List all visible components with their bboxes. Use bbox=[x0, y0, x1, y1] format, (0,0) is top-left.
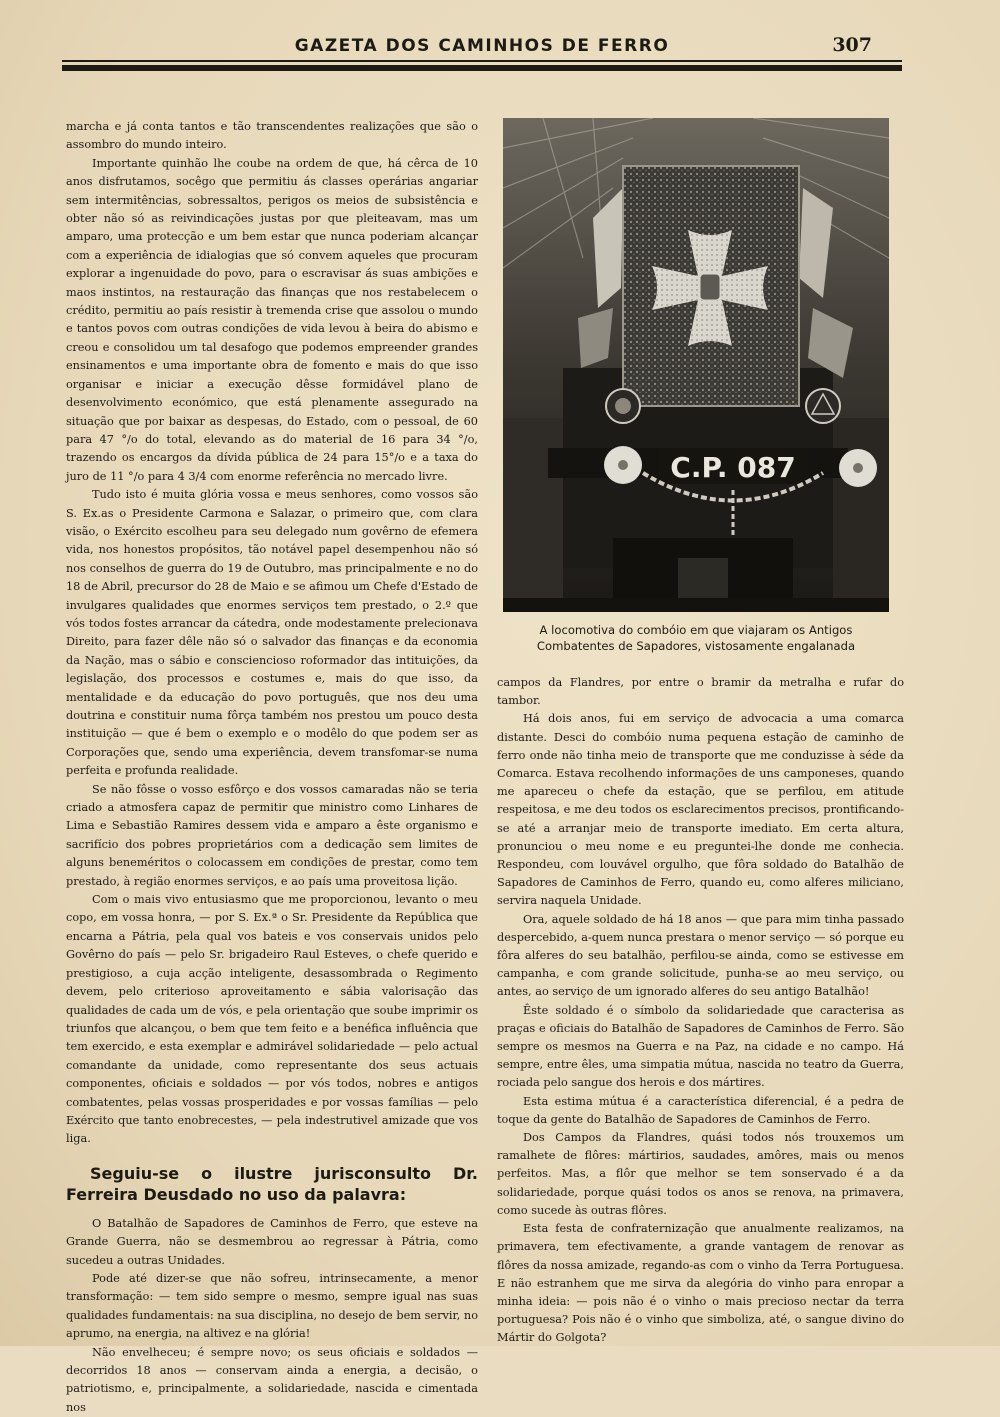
page-number: 307 bbox=[832, 34, 872, 56]
photo-caption: A locomotiva do combóio em que viajaram os Antigos Combatentes de Sapadores, vistosamente engalanada bbox=[536, 623, 856, 653]
section-subheading: Seguiu-se o ilustre jurisconsulto Dr. Ferreira Deusdado no uso da palavra: bbox=[66, 1163, 478, 1204]
number-plate: C.P. 087 bbox=[670, 451, 796, 484]
left-column bbox=[66, 118, 478, 1417]
paragraph: marcha e já conta tantos e tão transcendentes realizações que são o assombro do mundo inteiro. bbox=[66, 120, 478, 152]
header-rule-thin bbox=[62, 60, 902, 62]
paragraph: O Batalhão de Sapadores de Caminhos de Ferro, que esteve na Grande Guerra, não se desmembrou ao regressar à Pátria, como sucedeu a outras Unidades. bbox=[66, 1216, 478, 1267]
paragraph: Esta estima mútua é a característica diferencial, é a pedra de toque da gente do Batalhão de Sapadores de Caminhos de Ferro. bbox=[497, 1094, 904, 1126]
page-header bbox=[62, 34, 902, 58]
paragraph: Esta festa de confraternização que anualmente realizamos, na primavera, tem efectivamente, a grande vantagem de renovar as flôres da nossa amizade, regando-as com o vinho da Terra Portuguesa. E não estranhem que me sirva da alegória do vinho para enropar a minha ideia: — pois não é o vinho o mais precioso nectar da terra portuguesa? Pois não é o vinho que simboliza, até, o sangue divino do Mártir do Golgota? bbox=[497, 1222, 904, 1345]
paragraph: Êste soldado é o símbolo da solidariedade que caracterisa as praças e oficiais do Batalhão de Sapadores de Caminhos de Ferro. São sempre os mesmos na Guerra e na Paz, na cidade e no campo. Há sempre, entre êles, uma simpatia mútua, nascida no teatro da Guerra, rociada pelo sangue dos herois e dos mártires. bbox=[497, 1003, 904, 1090]
paragraph: Ora, aquele soldado de há 18 anos — que para mim tinha passado despercebido, a-quem nunca prestara o menor serviço — só porque eu fôra alferes do seu batalhão, perfilou-se ainda, como se estivesse em campanha, e com grande solicitude, punha-se ao meu serviço, ou antes, ao serviço de um ignorado alferes do seu antigo Batalhão! bbox=[497, 912, 904, 999]
header-rule-thick bbox=[62, 65, 902, 71]
paragraph: Dos Campos da Flandres, quási todos nós trouxemos um ramalhete de flôres: mártirios, saudades, amôres, mais ou menos perfeitos. Mas, a flôr que melhor se tem sonservado é a da solidariedade, porque quási todos os anos se renova, na primavera, como sucede às outras flôres. bbox=[497, 1131, 904, 1217]
right-column bbox=[497, 674, 904, 1348]
paragraph: Com o mais vivo entusiasmo que me proporcionou, levanto o meu copo, em vossa honra, — por S. Ex.ª o Sr. Presidente da República que encarna a Pátria, pela qual vos bateis e vos conservais unidos pelo Govêrno do país — pelo Sr. brigadeiro Raul Esteves, o chefe querido e prestigioso, a cuja acção inteligente, desassombrada o Regimento devem, pelo criterioso aproveitamento e sábia valorisação das qualidades de cada um de vós, e pela orientação que soube imprimir os triunfos que alcançou, o bem que tem feito e a benéfica influência que tem exercido, e esta exemplar e admirável solidariedade — pelo actual comandante da unidade, como representante dos seus actuais componentes, oficiais e soldados — por vós todos, nobres e antigos combatentes, pelas vossas prosperidades e por vossas famílias — pelo Exército que tanto enobrecestes, — pela indestrutivel amizade que vos liga. bbox=[66, 893, 478, 1146]
locomotive-photo bbox=[503, 118, 889, 612]
paragraph: Se não fôsse o vosso esfôrço e dos vossos camaradas não se teria criado a atmosfera capaz de permitir que ministro como Linhares de Lima e Sebastião Ramires dessem vida e amparo a êste organismo e sacrifício dos pobres proprietários com a dedicação sem limites de alguns beneméritos o colocassem em condições de prestar, como tem prestado, à região enormes serviços, e ao país uma proveitosa lição. bbox=[66, 782, 478, 888]
paragraph: Não envelheceu; é sempre novo; os seus oficiais e soldados — decorridos 18 anos — conservam ainda a energia, a decisão, o patriotismo, e, principalmente, a solidariedade, nascida e cimentada nos bbox=[66, 1345, 478, 1414]
paragraph: Tudo isto é muita glória vossa e meus senhores, como vossos são S. Ex.as o Presidente Carmona e Salazar, o primeiro que, com clara visão, o Exército escolheu para seu delegado num govêrno de efemera vida, nos honestos propósitos, tão notável papel desempenhou não só nos conselhos de guerra do 19 de Outubro, mas principalmente e no do 18 de Abril, precursor do 28 de Maio e se afimou um Chefe d'Estado de invulgares qualidades que enormes serviços tem prestado, o 2.º que vós todos fostes arrancar da cátedra, onde modestamente prelecionava Direito, para fazer dêle não só o salvador das finanças e da economia da Nação, mas o sábio e consciencioso roformador das intituições, da legislação, dos processos e costumes e, mais do que isso, da mentalidade e da educação do povo português, que nos deu uma doutrina e constituir numa fôrça também nos prestou um pouco desta instituição — que é bem o exemplo e o modêlo do que podem ser as Corporações que, sendo uma experiência, devem transfomar-se numa perfeita e profunda realidade. bbox=[66, 488, 478, 778]
paragraph: campos da Flandres, por entre o bramir da metralha e rufar do tambor. bbox=[497, 676, 904, 708]
paragraph: Importante quinhão lhe coube na ordem de que, há cêrca de 10 anos disfrutamos, socêgo que permitiu ás classes operárias angariar sem intermitências, sobressaltos, perigos os meios de subsistência e obter não só as reivindicações justas por que pleiteavam, mas um amparo, uma protecção e um bem estar que nunca poderiam alcançar com a experiência de idialogias que só convem aqueles que procuram explorar a ingenuidade do povo, para o escravisar ás suas ambições e maos instintos, na restauração das finanças que nos restabelecem o crédito, permitiu ao país resistir à tremenda crise que assolou o mundo e tantos povos com outras condições de vida levou à beira do abismo e creou e consolidou um tal desafogo que podemos empreender grandes ensinamentos e uma importante obra de fomento e mais do que isso organisar e iniciar a execução dêsse formidável plano de desenvolvimento económico, que está plenamente assegurado na situação que por baixar as despesas, do Estado, com o pessoal, de 60 para 47 °/o do total, elevando as do material de 16 para 34 °/o, trazendo os encargos da dívida pública de 24 para 15°/o e a taxa do juro de 11 °/o para 4 3/4 com enorme referência no mercado livre. bbox=[66, 156, 478, 483]
paragraph: Há dois anos, fui em serviço de advocacia a uma comarca distante. Desci do combóio numa pequena estação de caminho de ferro onde não tinha meio de transporte que me conduzisse à séde da Comarca. Estava recolhendo informações de uns camponeses, quando me apareceu o chefe da estação, que se perfilou, em atitude respeitosa, e me deu todos os esclarecimentos precisos, prontificando-se até a arranjar meio de transporte imediato. Em certa altura, pronunciou o meu nome e eu preguntei-lhe donde me conhecia. Respondeu, com louvável orgulho, que fôra soldado do Batalhão de Sapadores de Caminhos de Ferro, quando eu, como alferes miliciano, servira naquela Unidade. bbox=[497, 712, 904, 908]
journal-title: GAZETA DOS CAMINHOS DE FERRO bbox=[294, 36, 670, 56]
paragraph: Pode até dizer-se que não sofreu, intrinsecamente, a menor transformação: — tem sido sempre o mesmo, sempre igual nas suas qualidades fundamentais: na sua disciplina, no desejo de bem servir, no aprumo, na energia, na altivez e na glória! bbox=[66, 1271, 478, 1341]
